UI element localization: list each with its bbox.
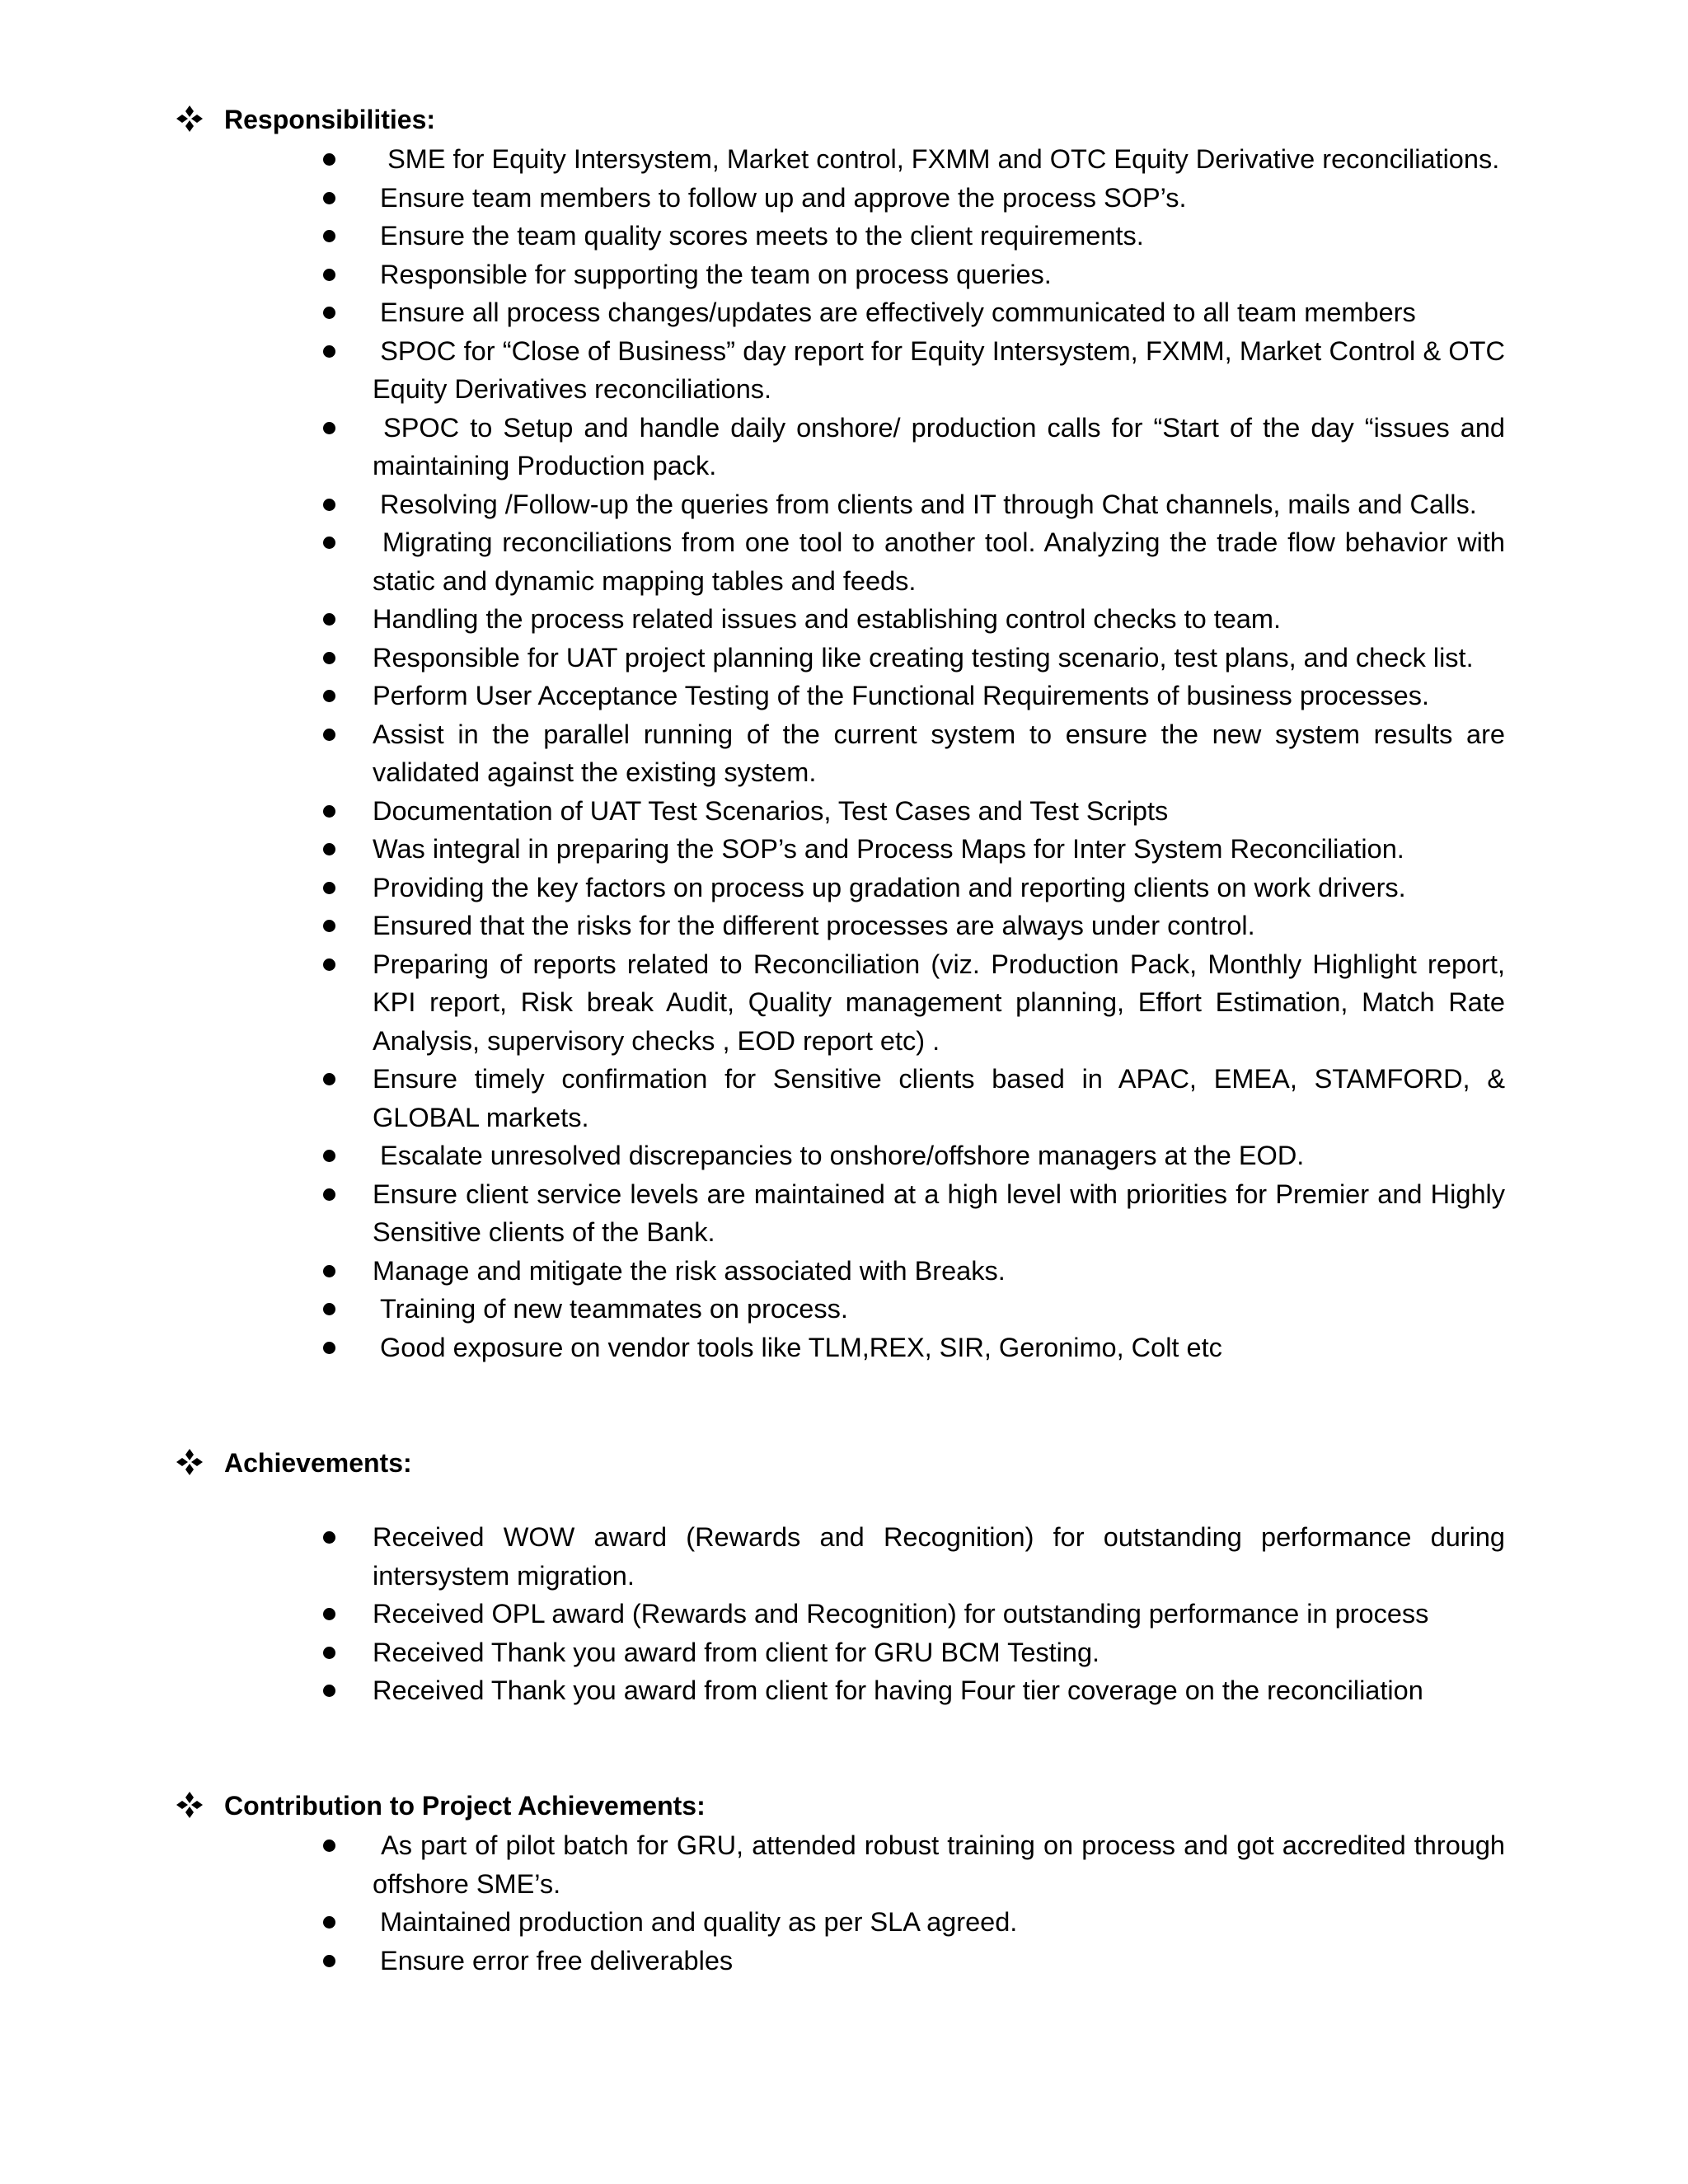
bullet-icon [323,652,335,664]
list-item [0,1137,1688,1175]
list-item-text: Ensure client service levels are maintained at a high level with priorities for Premier and Highly Sensitive clients of the Bank. [373,1179,1513,1247]
list-item-text: Ensure timely confirmation for Sensitive clients based in APAC, EMEA, STAMFORD, & GLOBAL markets. [373,1064,1513,1132]
bullet-icon [323,269,335,281]
list-item-text: Resolving /Follow-up the queries from clients and IT through Chat channels, mails and Calls. [373,489,1477,519]
bullet-icon [323,805,335,818]
list-item-text: Received Thank you award from client for GRU BCM Testing. [373,1637,1100,1667]
list-item-text: Was integral in preparing the SOP’s and Process Maps for Inter System Reconciliation. [373,834,1404,864]
list-item [0,1252,1688,1291]
list-item [0,1942,1688,1980]
bullet-icon [323,1188,335,1201]
list-item [0,409,1688,485]
list-item [0,217,1688,255]
list-item-text: Preparing of reports related to Reconciliation (viz. Production Pack, Monthly Highlight report, KPI report, Risk break Audit, Quality management planning, Effort Estimation, Match Rate Analysis, supervisory checks , EOD report etc) . [373,949,1513,1056]
bullet-icon [323,1531,335,1544]
list-item [0,332,1688,409]
list-item [0,1633,1688,1672]
bullet-icon [323,422,335,434]
bullet-icon [323,307,335,319]
bullet-icon [323,345,335,358]
list-item-text: Received Thank you award from client for having Four tier coverage on the reconciliation [373,1675,1423,1705]
bullet-icon [323,1303,335,1315]
diamond-bullet-icon [176,1791,204,1819]
bullet-icon [323,1265,335,1277]
list-item-text: SPOC to Setup and handle daily onshore/ production calls for “Start of the day “issues and maintaining Production pack. [373,412,1513,480]
list-item-text: Migrating reconciliations from one tool to another tool. Analyzing the trade flow behavior with static and dynamic mapping tables and feeds. [373,527,1513,596]
bullet-icon [323,958,335,971]
list-item-text: As part of pilot batch for GRU, attended robust training on process and got accredited through offshore SME’s. [373,1830,1513,1899]
list-item-text: Responsible for UAT project planning like creating testing scenario, test plans, and check list. [373,642,1474,673]
list-item-text: Ensure error free deliverables [373,1945,734,1975]
list-item [0,1060,1688,1137]
bullet-icon [323,1916,335,1929]
list-item [0,600,1688,639]
list-item [0,1903,1688,1942]
responsibilities-title: Responsibilities: [224,105,436,134]
list-item-text: SME for Equity Intersystem, Market control, FXMM and OTC Equity Derivative reconciliations. [373,144,1500,174]
list-item [0,639,1688,677]
list-item-text: Ensured that the risks for the different processes are always under control. [373,911,1255,940]
list-item-text: Manage and mitigate the risk associated with Breaks. [373,1255,1006,1286]
list-item-text: Received OPL award (Rewards and Recognition) for outstanding performance in process [373,1599,1429,1629]
list-item [0,792,1688,831]
list-item [0,945,1688,1061]
list-item [0,1826,1688,1903]
achievements-section [0,1444,1688,1710]
bullet-icon [323,192,335,204]
list-item-text: Ensure the team quality scores meets to the client requirements. [373,221,1144,251]
contribution-title: Contribution to Project Achievements: [224,1791,706,1821]
list-item [0,677,1688,715]
bullet-icon [323,1073,335,1085]
bullet-icon [323,153,335,166]
bullet-icon [323,882,335,894]
list-item [0,485,1688,524]
responsibilities-heading [0,101,1688,140]
contribution-section [0,1787,1688,1980]
list-item [0,523,1688,600]
list-item [0,1671,1688,1710]
list-item [0,179,1688,218]
list-item [0,830,1688,869]
responsibilities-list [0,140,1688,1366]
list-item [0,1595,1688,1633]
list-item-text: Documentation of UAT Test Scenarios, Test Cases and Test Scripts [373,795,1169,826]
list-item [0,1290,1688,1329]
list-item-text: Good exposure on vendor tools like TLM,REX, SIR, Geronimo, Colt etc [373,1332,1222,1362]
list-item-text: SPOC for “Close of Business” day report for Equity Intersystem, FXMM, Market Control & OTC Equity Derivatives reconciliations. [373,335,1513,404]
bullet-icon [323,230,335,242]
bullet-icon [323,537,335,549]
achievements-list [0,1518,1688,1710]
list-item [0,293,1688,332]
bullet-icon [323,1955,335,1967]
contribution-list [0,1826,1688,1980]
bullet-icon [323,729,335,741]
achievements-heading [0,1444,1688,1483]
list-item [0,1329,1688,1367]
list-item [0,1175,1688,1252]
list-item [0,715,1688,792]
list-item-text: Providing the key factors on process up gradation and reporting clients on work drivers. [373,872,1406,902]
diamond-bullet-icon [176,1448,204,1476]
bullet-icon [323,690,335,702]
bullet-icon [323,843,335,855]
list-item-text: Received WOW award (Rewards and Recognition) for outstanding performance during intersystem migration. [373,1522,1513,1591]
list-item [0,907,1688,945]
list-item [0,869,1688,907]
list-item-text: Handling the process related issues and establishing control checks to team. [373,604,1282,634]
list-item-text: Perform User Acceptance Testing of the Functional Requirements of business processes. [373,681,1429,710]
list-item-text: Training of new teammates on process. [373,1294,848,1324]
diamond-bullet-icon [176,105,204,133]
list-item-text: Ensure team members to follow up and approve the process SOP’s. [373,182,1187,213]
bullet-icon [323,499,335,511]
bullet-icon [323,920,335,932]
bullet-icon [323,1840,335,1852]
bullet-icon [323,1150,335,1162]
achievements-title: Achievements: [224,1448,412,1478]
list-item-text: Ensure all process changes/updates are effectively communicated to all team members [373,298,1416,327]
bullet-icon [323,1608,335,1620]
list-item-text: Assist in the parallel running of the current system to ensure the new system results are validated against the existing system. [373,719,1513,787]
bullet-icon [323,1342,335,1354]
list-item [0,1518,1688,1595]
bullet-icon [323,1685,335,1697]
contribution-heading [0,1787,1688,1826]
list-item [0,255,1688,294]
bullet-icon [323,613,335,626]
list-item-text: Maintained production and quality as per SLA agreed. [373,1907,1018,1937]
bullet-icon [323,1647,335,1659]
responsibilities-section [0,101,1688,1366]
list-item-text: Escalate unresolved discrepancies to onshore/offshore managers at the EOD. [373,1141,1305,1170]
list-item-text: Responsible for supporting the team on process queries. [373,259,1052,289]
list-item [0,140,1688,179]
